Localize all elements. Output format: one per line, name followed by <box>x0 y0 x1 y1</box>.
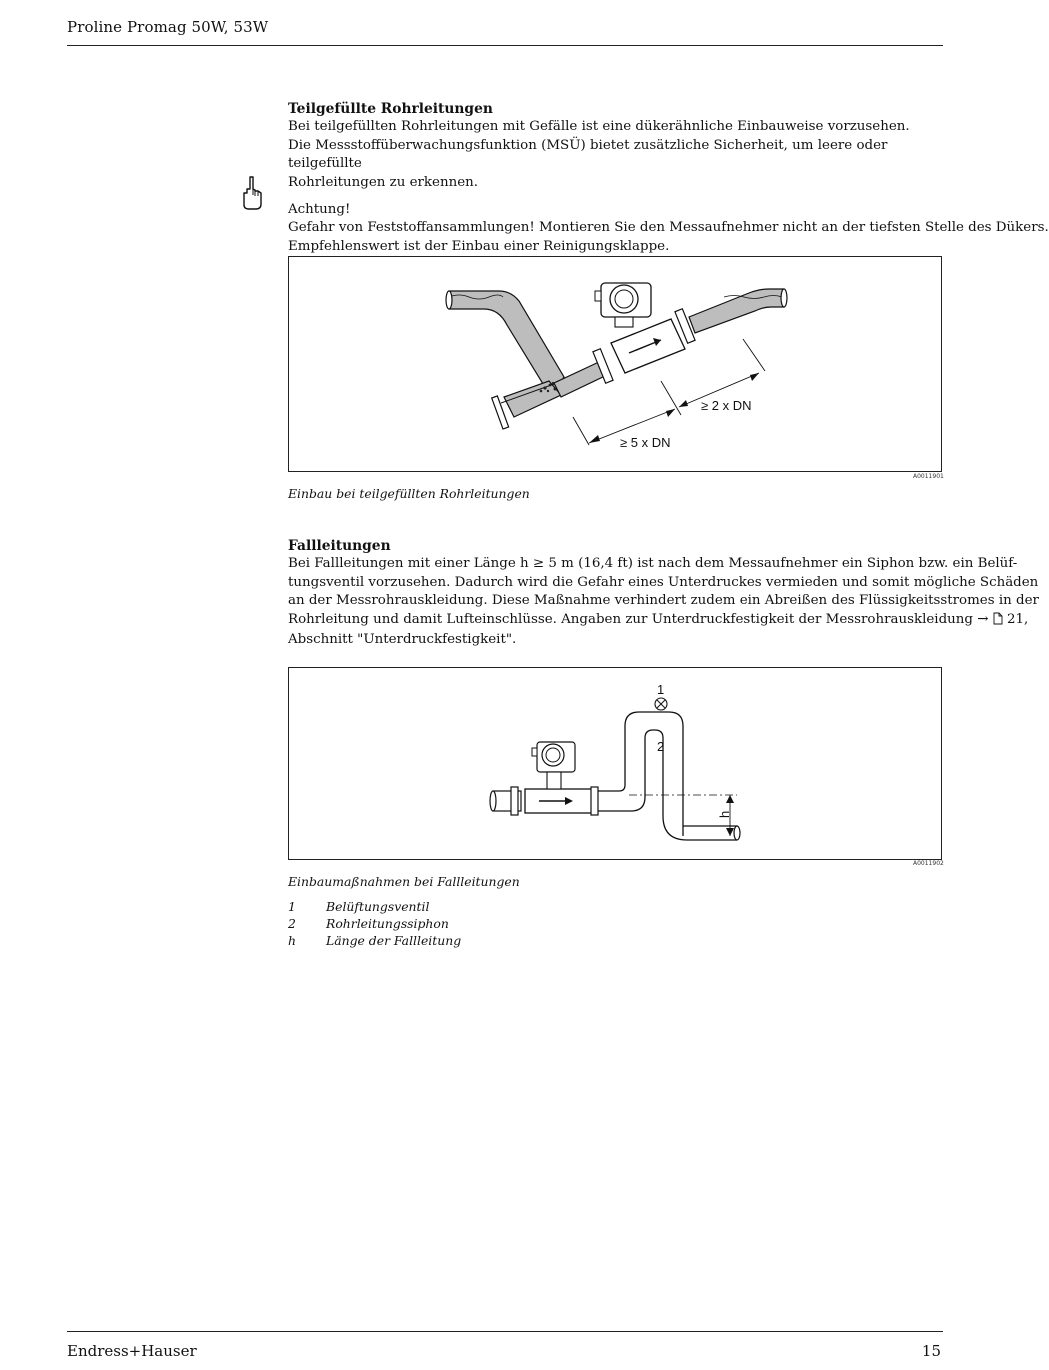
callout-h: h <box>717 810 732 818</box>
header-rule <box>67 45 943 46</box>
section-downpipes <box>288 537 1039 649</box>
body-line: Bei Fallleitungen mit einer Länge h ≥ 5 m (16,4 ft) ist nach dem Messaufnehmer ein Siphon bzw. ein Belüf- <box>288 556 1018 572</box>
flange-left <box>511 787 518 815</box>
footer-brand: Endress+Hauser <box>67 1342 197 1360</box>
siphon-outer <box>598 712 683 836</box>
legend-item: 2 Rohrleitungssiphon <box>288 916 449 931</box>
inlet-pipe <box>449 291 564 397</box>
body-line: an der Messrohrauskleidung. Diese Maßnahme verhindert zudem ein Abreißen des Flüssigkeitsstromes in der <box>288 593 1039 609</box>
legend-item: h Länge der Fallleitung <box>288 933 462 948</box>
warning-text: Gefahr von Feststoffansammlungen! Montieren Sie den Messaufnehmer nicht an der tiefsten Stelle des Dükers. <box>288 220 1049 236</box>
flange-right <box>591 787 598 815</box>
section-partially-filled <box>288 100 1049 256</box>
page-number: 15 <box>921 1342 941 1360</box>
warning-text: Empfehlenswert ist der Einbau einer Reinigungsklappe. <box>288 238 670 254</box>
label-2dn: ≥ 2 x DN <box>701 398 752 413</box>
body-line: Rohrleitungen zu erkennen. <box>288 174 479 190</box>
diagram-downpipe-siphon <box>289 668 941 859</box>
body-line: Die Messstoffüberwachungsfunktion (MSÜ) bietet zusätzliche Sicherheit, um leere oder teilgefüllte <box>288 137 888 172</box>
body-line: Rohrleitung und damit Lufteinschlüsse. Angaben zur Unterdruckfestigkeit der Messrohrauskleidung → <box>288 611 993 627</box>
body-line: Abschnitt "Unterdruckfestigkeit". <box>288 632 517 648</box>
warning-title: Achtung! <box>288 202 351 218</box>
figure-partially-filled-pipe <box>288 256 942 472</box>
figure-downpipe <box>288 667 942 860</box>
figure-caption: Einbaumaßnahmen bei Fallleitungen <box>288 874 520 889</box>
figure-caption: Einbau bei teilgefüllten Rohrleitungen <box>288 486 530 501</box>
section-heading: Fallleitungen <box>288 538 391 554</box>
section-heading: Teilgefüllte Rohrleitungen <box>288 101 493 117</box>
callout-1: 1 <box>657 682 665 697</box>
siphon-inner <box>598 730 687 840</box>
pointing-hand-icon <box>240 175 264 215</box>
figure-code: A0011901 <box>913 473 944 480</box>
running-header: Proline Promag 50W, 53W <box>67 18 269 36</box>
page-icon <box>993 612 1003 631</box>
label-5dn: ≥ 5 x DN <box>620 435 671 450</box>
figure-code: A0011902 <box>913 860 944 867</box>
body-line: Bei teilgefüllten Rohrleitungen mit Gefälle ist eine dükerähnliche Einbauweise vorzusehen. <box>288 119 910 135</box>
legend-item: 1 Belüftungsventil <box>288 899 430 914</box>
callout-2: 2 <box>657 739 665 754</box>
page-reference-link[interactable]: 21, <box>1006 611 1029 627</box>
legend <box>288 898 461 949</box>
body-line: tungsventil vorzusehen. Dadurch wird die Gefahr eines Unterdruckes vermieden und somit mögliche Schäden <box>288 574 1039 590</box>
diagram-siphon-installation <box>289 257 941 471</box>
footer-rule <box>67 1331 943 1332</box>
